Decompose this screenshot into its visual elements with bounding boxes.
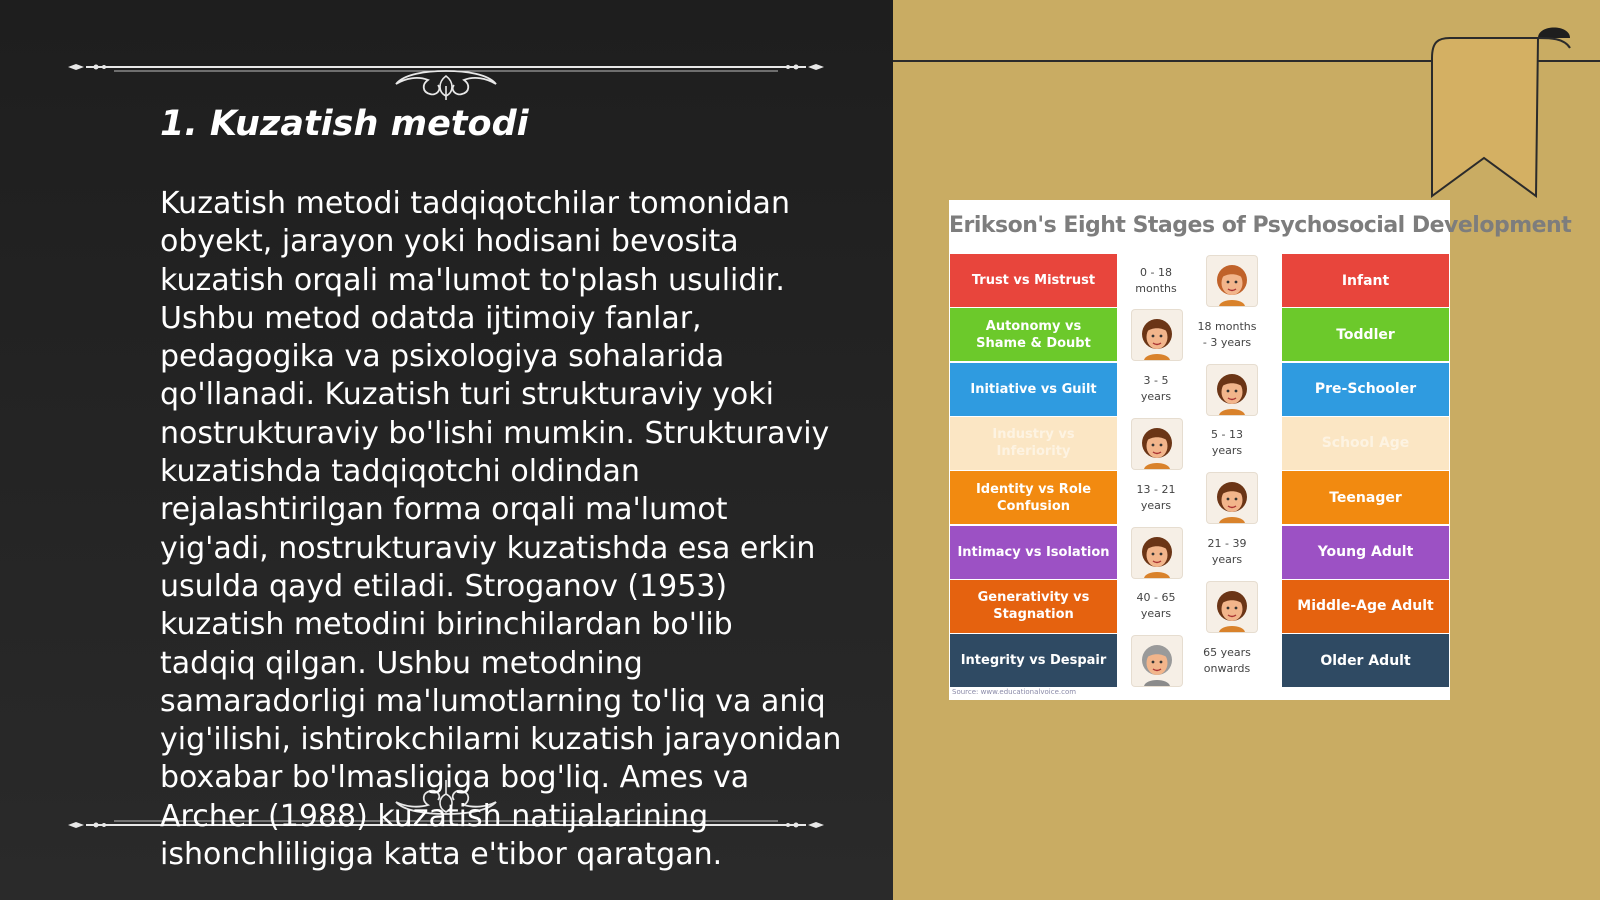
body-text-line: obyekt, jarayon yoki hodisani bevosita bbox=[160, 224, 739, 260]
body-text-line: kuzatish metodini birinchilardan bo'lib bbox=[160, 607, 733, 643]
stage-name: Integrity vs Despair bbox=[950, 634, 1117, 687]
body-text-line: Ushbu metod odatda ijtimoiy fanlar, bbox=[160, 300, 702, 336]
stage-portrait-icon bbox=[1132, 419, 1182, 469]
stage-age-range: 13 - 21 years bbox=[1136, 482, 1176, 512]
top-ornament-divider bbox=[66, 40, 826, 100]
body-text-line: ishonchliligiga katta e'tibor qaratgan. bbox=[160, 837, 723, 873]
stage-portrait-icon bbox=[1207, 473, 1257, 523]
stage-age-range: 5 - 13 years bbox=[1211, 428, 1243, 458]
body-text-line: Kuzatish metodi tadqiqotchilar tomonidan bbox=[160, 186, 790, 221]
stage-row bbox=[949, 254, 1450, 308]
stage-portrait-icon bbox=[1207, 365, 1257, 415]
stage-life-label: School Age bbox=[1282, 417, 1449, 470]
body-text-line: samaradorligi ma'lumotlarning to'liq va aniq bbox=[160, 683, 826, 719]
stage-age-range: 40 - 65 years bbox=[1136, 591, 1176, 621]
stage-name: Industry vs Inferiority bbox=[950, 417, 1117, 470]
stage-age-range: 21 - 39 years bbox=[1207, 537, 1247, 566]
stage-row bbox=[949, 580, 1450, 634]
body-text-line: tadqiq qilgan. Ushbu metodning bbox=[160, 645, 643, 681]
slide-body-text bbox=[160, 185, 850, 874]
body-text-line: kuzatish orqali ma'lumot to'plash usulidir. bbox=[160, 262, 785, 298]
stage-name: Identity vs Role Confusion bbox=[950, 471, 1117, 524]
stage-portrait-icon bbox=[1207, 582, 1257, 632]
stage-row bbox=[949, 417, 1450, 471]
stage-life-label: Middle-Age Adult bbox=[1282, 580, 1449, 633]
stage-name: Generativity vs Stagnation bbox=[950, 580, 1117, 633]
body-text-line: usulda qayd etiladi. Stroganov (1953) bbox=[160, 568, 728, 604]
body-text-line: qo'llanadi. Kuzatish turi strukturaviy yoki bbox=[160, 377, 774, 413]
stage-age-range: 3 - 5 years bbox=[1140, 374, 1172, 404]
stage-age-range: 0 - 18 months bbox=[1135, 265, 1177, 295]
body-text-line: yig'ilishi, ishtirokchilarni kuzatish jarayonidan bbox=[160, 722, 842, 758]
body-text-line: Archer (1988) kuzatish natijalarining bbox=[160, 798, 709, 834]
slide-title: 1. Kuzatish metodi bbox=[160, 104, 529, 144]
stage-life-label: Infant bbox=[1282, 254, 1449, 307]
stage-portrait-icon bbox=[1132, 636, 1182, 686]
stage-life-label: Toddler bbox=[1282, 308, 1449, 361]
stage-row bbox=[949, 634, 1450, 688]
infographic-title: Erikson's Eight Stages of Psychosocial Development bbox=[949, 213, 1572, 238]
bookmark-ribbon-icon bbox=[1420, 28, 1580, 208]
body-text-line: kuzatishda tadqiqotchi oldindan bbox=[160, 454, 640, 490]
stage-age-range: 18 months - 3 years bbox=[1197, 319, 1257, 349]
erikson-stages-infographic bbox=[949, 200, 1572, 700]
stage-life-label: Pre-Schooler bbox=[1282, 363, 1449, 416]
stage-portrait-icon bbox=[1207, 256, 1257, 306]
body-text-line: rejalashtirilgan forma orqali ma'lumot bbox=[160, 492, 728, 528]
stage-name: Trust vs Mistrust bbox=[950, 254, 1117, 307]
stage-life-label: Teenager bbox=[1282, 471, 1449, 524]
stage-life-label: Older Adult bbox=[1282, 634, 1449, 687]
stage-portrait-icon bbox=[1132, 528, 1182, 578]
body-text-line: nostrukturaviy bo'lishi mumkin. Strukturaviy bbox=[160, 415, 830, 451]
stage-age-range: 65 years onwards bbox=[1203, 645, 1251, 675]
body-text-line: boxabar bo'lmasligiga bog'liq. Ames va bbox=[160, 760, 750, 796]
stage-row bbox=[949, 363, 1450, 417]
stage-name: Autonomy vs Shame & Doubt bbox=[950, 308, 1117, 361]
stage-row bbox=[949, 526, 1450, 580]
infographic-source: Source: www.educationalvoice.com bbox=[952, 688, 1077, 696]
body-text-line: yig'adi, nostrukturaviy kuzatishda esa erkin bbox=[160, 530, 816, 566]
stage-name: Intimacy vs Isolation bbox=[950, 526, 1117, 579]
stage-row bbox=[949, 471, 1450, 525]
stage-row bbox=[949, 308, 1450, 362]
stage-name: Initiative vs Guilt bbox=[950, 363, 1117, 416]
stage-life-label: Young Adult bbox=[1282, 526, 1449, 579]
stage-portrait-icon bbox=[1132, 310, 1182, 360]
body-text-line: pedagogika va psixologiya sohalarida bbox=[160, 339, 725, 375]
